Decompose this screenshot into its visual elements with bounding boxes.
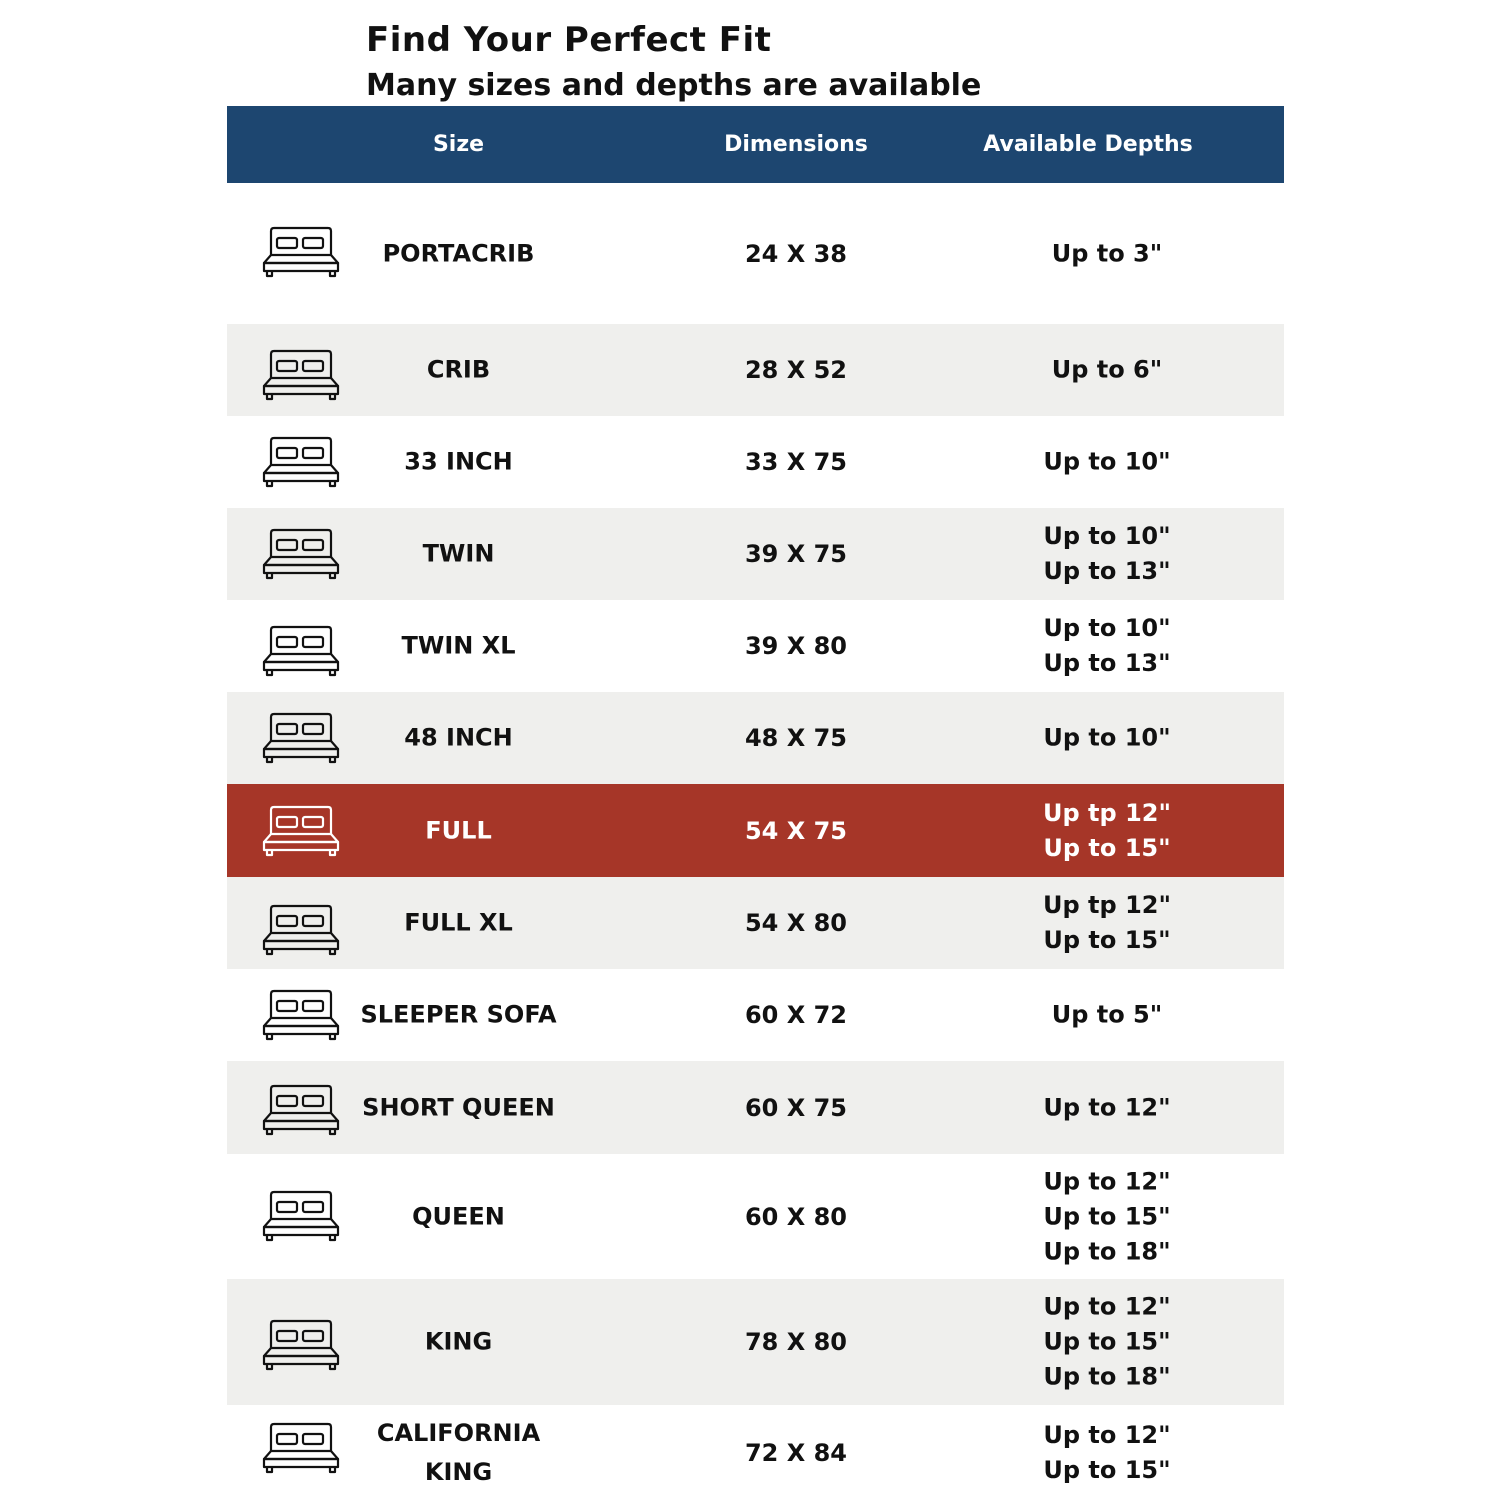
depth-value: Up to 15": [1043, 1327, 1171, 1356]
table-header: [227, 106, 1284, 183]
depth-value: Up to 15": [1043, 1202, 1171, 1230]
depth-value: Up to 10": [1043, 447, 1171, 476]
table-row: [227, 183, 1284, 324]
size-cell: KING: [424, 1327, 493, 1356]
table-row: [227, 416, 1284, 508]
bed-icon: [262, 348, 340, 402]
column-header-dimensions: Dimensions: [724, 132, 868, 157]
dimensions-cell: 78 X 80: [744, 1328, 847, 1356]
depth-value: Up to 12": [1043, 1421, 1171, 1449]
dimensions-cell: 60 X 75: [744, 1093, 847, 1122]
table-row: [227, 692, 1284, 784]
size-cell: 48 INCH: [404, 723, 513, 752]
depths-cell: [997, 1418, 1217, 1488]
depths-cell: [997, 796, 1217, 866]
size-cell: PORTACRIB: [382, 239, 535, 267]
depths-cell: [997, 1090, 1217, 1125]
bed-icon: [262, 435, 340, 489]
bed-icon: [262, 1318, 340, 1372]
dimensions-cell: 33 X 75: [744, 448, 847, 476]
dimensions-cell: 39 X 75: [744, 540, 847, 568]
bed-icon: [262, 804, 340, 858]
depth-value: Up to 12": [1043, 1093, 1171, 1121]
depths-cell: [997, 998, 1217, 1033]
depth-value: Up to 15": [1043, 833, 1171, 862]
depths-cell: [997, 1290, 1217, 1395]
depths-cell: [997, 1164, 1217, 1269]
size-cell-line: KING: [424, 1458, 493, 1486]
size-cell: FULL XL: [404, 908, 513, 937]
depth-value: Up to 5": [1051, 1000, 1163, 1029]
dimensions-cell: 39 X 80: [744, 632, 847, 660]
dimensions-cell: 24 X 38: [744, 239, 847, 268]
size-table: [227, 106, 1284, 1501]
depth-value: Up to 15": [1043, 1456, 1171, 1484]
depths-cell: [997, 445, 1217, 480]
column-header-size: Size: [432, 132, 485, 157]
bed-icon: [262, 527, 340, 581]
size-cell: 33 INCH: [404, 447, 513, 476]
depth-value: Up to 13": [1043, 649, 1171, 677]
depth-value: Up to 12": [1043, 1292, 1171, 1321]
depth-value: Up to 10": [1043, 522, 1171, 550]
size-cell: SHORT QUEEN: [362, 1093, 555, 1121]
depths-cell: [997, 519, 1217, 589]
size-cell: [337, 1414, 580, 1492]
table-row: [227, 1154, 1284, 1279]
table-row: [227, 1061, 1284, 1154]
table-row: [227, 600, 1284, 692]
size-cell: QUEEN: [412, 1202, 505, 1230]
dimensions-cell: 60 X 72: [744, 1001, 847, 1029]
bed-icon: [262, 225, 340, 279]
depths-cell: [997, 353, 1217, 388]
bed-icon: [262, 624, 340, 678]
size-cell: CRIB: [426, 355, 491, 384]
bed-icon: [262, 1189, 340, 1243]
page-title: Find Your Perfect Fit: [366, 20, 772, 60]
depth-value: Up to 10": [1043, 614, 1171, 642]
column-header-depths: Available Depths: [983, 132, 1193, 157]
dimensions-cell: 48 X 75: [744, 724, 847, 752]
depth-value: Up to 13": [1043, 557, 1171, 585]
size-cell-line: CALIFORNIA: [376, 1419, 541, 1447]
table-body: [227, 183, 1284, 1501]
dimensions-cell: 72 X 84: [744, 1439, 847, 1467]
size-cell: FULL: [425, 816, 492, 844]
dimensions-cell: 54 X 80: [744, 909, 847, 937]
table-row: [227, 508, 1284, 600]
size-cell: SLEEPER SOFA: [360, 1000, 557, 1029]
depths-cell: [997, 721, 1217, 756]
depth-value: Up to 18": [1043, 1362, 1171, 1391]
bed-icon: [262, 711, 340, 765]
depth-value: Up tp 12": [1043, 891, 1171, 919]
table-row: [227, 324, 1284, 416]
bed-icon: [262, 903, 340, 957]
bed-icon: [262, 988, 340, 1042]
dimensions-cell: 54 X 75: [744, 816, 847, 845]
table-row: [227, 1405, 1284, 1501]
table-row: [227, 877, 1284, 969]
page-subtitle: Many sizes and depths are available: [366, 68, 982, 103]
bed-icon: [262, 1421, 340, 1475]
depth-value: Up to 3": [1051, 239, 1163, 267]
depth-value: Up to 15": [1043, 926, 1171, 954]
table-row: [227, 969, 1284, 1061]
depth-value: Up to 12": [1043, 1167, 1171, 1195]
table-row: [227, 784, 1284, 877]
size-cell: TWIN: [422, 539, 495, 568]
depth-value: Up to 10": [1043, 723, 1171, 752]
dimensions-cell: 60 X 80: [744, 1202, 847, 1231]
dimensions-cell: 28 X 52: [744, 356, 847, 384]
table-row: [227, 1279, 1284, 1405]
bed-icon: [262, 1083, 340, 1137]
depth-value: Up to 18": [1043, 1237, 1171, 1265]
depths-cell: [997, 236, 1217, 271]
size-cell: TWIN XL: [401, 631, 516, 660]
depths-cell: [997, 611, 1217, 681]
depth-value: Up to 6": [1051, 355, 1163, 384]
depths-cell: [997, 888, 1217, 958]
depth-value: Up tp 12": [1043, 798, 1171, 827]
